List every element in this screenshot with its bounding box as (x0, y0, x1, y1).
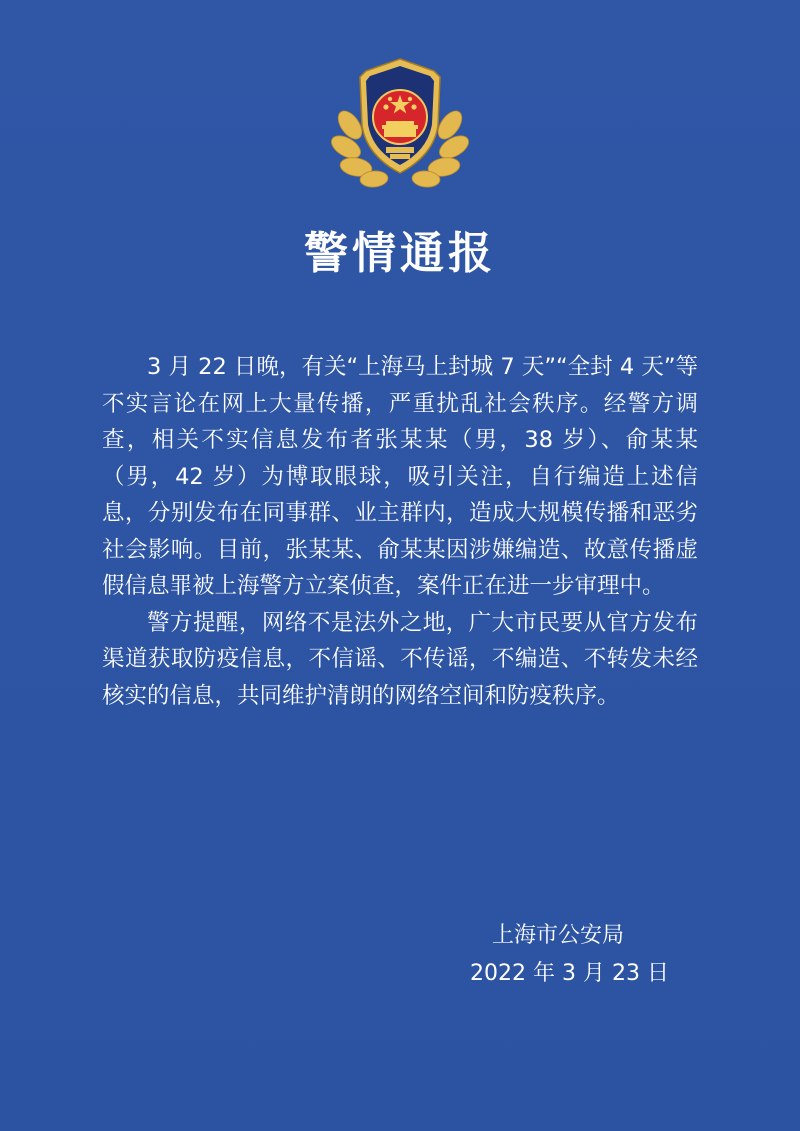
paragraph-1: 3 月 22 日晚，有关“上海马上封城 7 天”“全封 4 天”等不实言论在网上大量传播，严重扰乱社会秩序。经警方调查，相关不实信息发布者张某某（男，38 岁）、俞某某（男，42 岁）为博取眼球，吸引关注，自行编造上述信息，分别发布在同事群、业主群内，造成大规模传播和恶劣社会影响。目前，张某某、俞某某因涉嫌编造、故意传播虚假信息罪被上海警方立案侦查，案件正在进一步审理中。 (102, 354, 698, 599)
signature-org: 上海市公安局 (492, 923, 625, 948)
signature-date: 2022 年 3 月 23 日 (470, 961, 669, 986)
page-title: 警情通报 (304, 228, 496, 279)
police-emblem-icon (330, 55, 470, 190)
notice-body (102, 349, 698, 714)
signature-block (470, 917, 670, 993)
paragraph-2: 警方提醒，网络不是法外之地，广大市民要从官方发布渠道获取防疫信息，不信谣、不传谣，不编造、不转发未经核实的信息，共同维护清朗的网络空间和防疫秩序。 (102, 609, 698, 709)
